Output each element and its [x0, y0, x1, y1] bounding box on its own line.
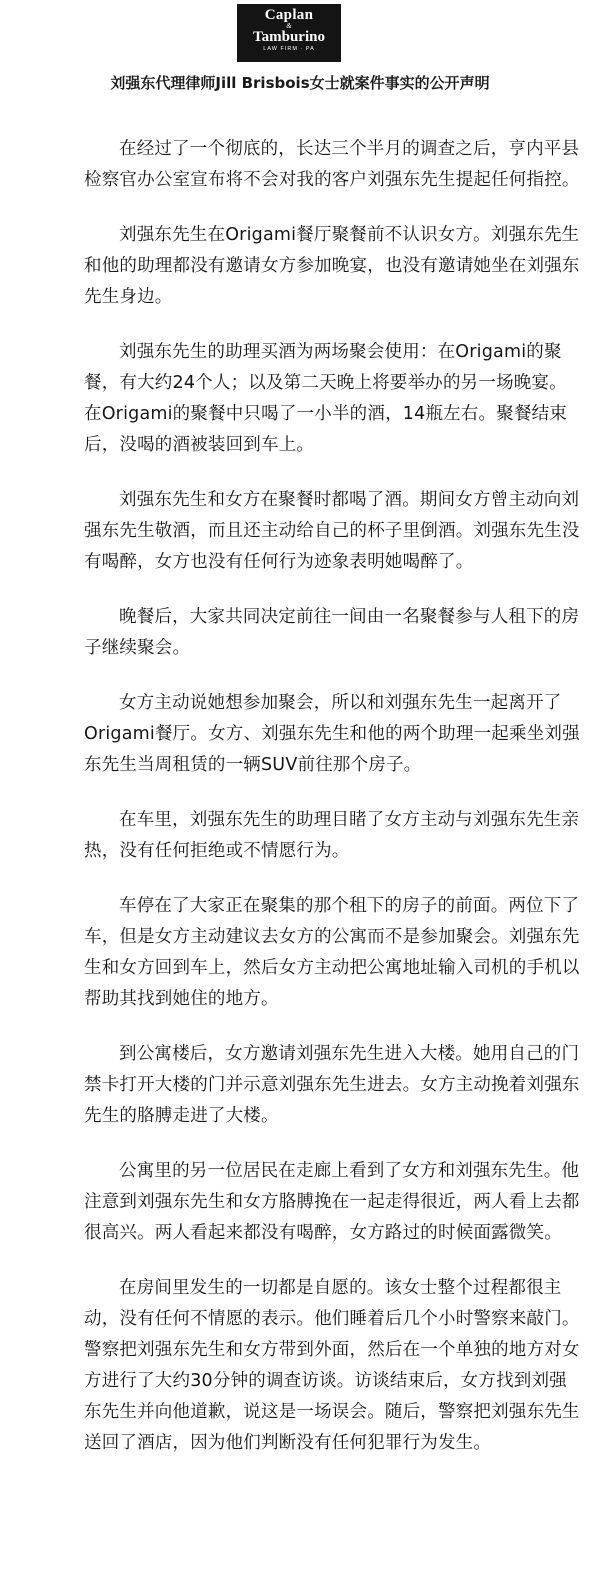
logo-subtitle: LAW FIRM · PA	[263, 46, 315, 52]
paragraph-8: 车停在了大家正在聚集的那个租下的房子的前面。两位下了车，但是女方主动建议去女方的公寓而不是参加聚会。刘强东先生和女方回到车上，然后女方主动把公寓地址输入司机的手机以帮助其找到她住的地方。	[84, 896, 580, 1009]
paragraph-9: 到公寓楼后，女方邀请刘强东先生进入大楼。她用自己的门禁卡打开大楼的门并示意刘强东先生进去。女方主动挽着刘强东先生的胳膊走进了大楼。	[84, 1044, 580, 1126]
paragraph-6: 女方主动说她想参加聚会，所以和刘强东先生一起离开了Origami餐厅。女方、刘强东先生和他的两个助理一起乘坐刘强东先生当周租赁的一辆SUV前往那个房子。	[84, 693, 580, 775]
logo-line-caplan: Caplan	[264, 7, 314, 23]
statement-title: 刘强东代理律师Jill Brisbois女士就案件事实的公开声明	[110, 74, 490, 92]
paragraph-10: 公寓里的另一位居民在走廊上看到了女方和刘强东先生。他注意到刘强东先生和女方胳膊挽在一起走得很近，两人看上去都很高兴。两人看起来都没有喝醉，女方路过的时候面露微笑。	[84, 1161, 580, 1243]
law-firm-logo	[237, 4, 341, 62]
paragraph-5: 晚餐后，大家共同决定前往一间由一名聚餐参与人租下的房子继续聚会。	[84, 607, 580, 658]
paragraph-2: 刘强东先生在Origami餐厅聚餐前不认识女方。刘强东先生和他的助理都没有邀请女方参加晚宴，也没有邀请她坐在刘强东先生身边。	[84, 225, 580, 307]
logo-ampersand: &	[286, 22, 292, 30]
logo-line-tamburino: Tamburino	[253, 29, 325, 45]
paragraph-1: 在经过了一个彻底的，长达三个半月的调查之后，亨内平县检察官办公室宣布将不会对我的客户刘强东先生提起任何指控。	[84, 139, 580, 190]
paragraph-7: 在车里，刘强东先生的助理目睹了女方主动与刘强东先生亲热，没有任何拒绝或不情愿行为。	[84, 810, 580, 861]
statement-body	[84, 134, 580, 1483]
paragraph-4: 刘强东先生和女方在聚餐时都喝了酒。期间女方曾主动向刘强东先生敬酒，而且还主动给自己的杯子里倒酒。刘强东先生没有喝醉，女方也没有任何行为迹象表明她喝醉了。	[84, 490, 580, 572]
paragraph-11: 在房间里发生的一切都是自愿的。该女士整个过程都很主动，没有任何不情愿的表示。他们睡着后几个小时警察来敲门。警察把刘强东先生和女方带到外面，然后在一个单独的地方对女方进行了大约30分钟的调查访谈。访谈结束后，女方找到刘强东先生并向他道歉，说这是一场误会。随后，警察把刘强东先生送回了酒店，因为他们判断没有任何犯罪行为发生。	[84, 1278, 580, 1453]
paragraph-3: 刘强东先生的助理买酒为两场聚会使用：在Origami的聚餐，有大约24个人；以及第二天晚上将要举办的另一场晚宴。在Origami的聚餐中只喝了一小半的酒，14瓶左右。聚餐结束后，没喝的酒被装回到车上。	[84, 342, 568, 455]
